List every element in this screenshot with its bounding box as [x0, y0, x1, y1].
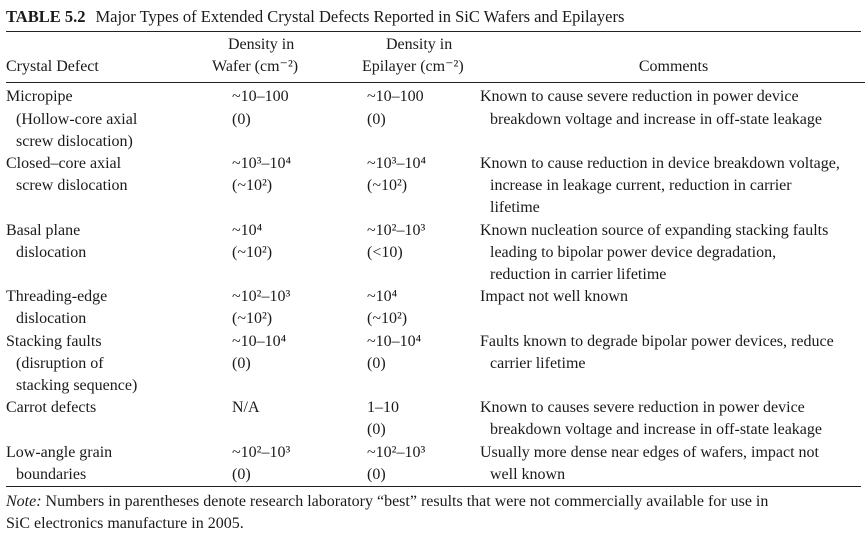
cell-crystal-defect: [6, 286, 206, 330]
cell-comments-line: Usually more dense near edges of wafers, impact not: [480, 443, 819, 461]
cell-wafer-density-line: ~10–100: [232, 88, 289, 106]
cell-epilayer-density-line: ~10³–10⁴: [367, 155, 427, 173]
cell-comments: [480, 83, 865, 153]
cell-crystal-defect-line: Basal plane: [6, 221, 81, 239]
cell-comments-line: Impact not well known: [480, 288, 628, 306]
note-text-continued: SiC electronics manufacture in 2005.: [6, 515, 244, 533]
table-row: [6, 83, 865, 153]
cell-wafer-density-line: N/A: [232, 399, 260, 417]
note-text: Numbers in parentheses denote research laboratory “best” results that were not commercially available for use in: [45, 493, 769, 511]
cell-epilayer-density-line: (0): [367, 465, 386, 483]
table-row: [6, 442, 865, 486]
header-wafer-density: Density in Wafer (cm⁻²): [212, 36, 299, 76]
cell-crystal-defect-line: stacking sequence): [16, 377, 138, 395]
cell-epilayer-density-line: ~10⁴: [367, 288, 398, 306]
cell-wafer-density: [206, 397, 362, 441]
cell-wafer-density-line: (0): [232, 110, 251, 128]
cell-epilayer-density: [362, 331, 480, 398]
cell-comments-line: Known to cause severe reduction in power device: [480, 88, 799, 106]
cell-wafer-density-line: ~10–10⁴: [232, 332, 287, 350]
table-label: TABLE 5.2: [6, 7, 86, 26]
table-row: [6, 331, 865, 398]
cell-epilayer-density: [362, 442, 480, 486]
defects-table: [6, 32, 865, 486]
table-row: [6, 153, 865, 220]
cell-crystal-defect-line: screw dislocation): [16, 132, 133, 150]
cell-crystal-defect: [6, 83, 206, 153]
cell-comments: [480, 331, 865, 398]
cell-comments: [480, 397, 865, 441]
header-crystal-defect: Crystal Defect: [6, 58, 99, 76]
cell-wafer-density: [206, 83, 362, 153]
cell-wafer-density: [206, 331, 362, 398]
cell-crystal-defect-line: dislocation: [16, 310, 87, 328]
cell-epilayer-density: [362, 286, 480, 330]
cell-wafer-density: [206, 286, 362, 330]
cell-epilayer-density-line: ~10–100: [367, 88, 424, 106]
cell-comments: [480, 220, 865, 287]
cell-epilayer-density-line: ~10–10⁴: [367, 332, 422, 350]
header-epilayer-density: Density in Epilayer (cm⁻²): [362, 36, 464, 76]
cell-crystal-defect-line: screw dislocation: [16, 177, 128, 195]
cell-epilayer-density: [362, 397, 480, 441]
cell-epilayer-density-line: ~10²–10³: [367, 221, 426, 239]
cell-crystal-defect-line: Closed–core axial: [6, 155, 122, 173]
cell-crystal-defect: [6, 397, 206, 441]
cell-comments: [480, 153, 865, 220]
cell-epilayer-density-line: (~10²): [367, 310, 408, 328]
cell-crystal-defect: [6, 442, 206, 486]
cell-wafer-density-line: (0): [232, 465, 251, 483]
table-header-row: [6, 32, 865, 82]
table-note: Note: Numbers in parentheses denote research laboratory “best” results that were not commercially available for use in SiC electronics manufacture in 2005.: [6, 493, 769, 533]
cell-wafer-density: [206, 220, 362, 287]
cell-comments-line: leading to bipolar power device degradation,: [490, 243, 777, 261]
cell-comments-line: Faults known to degrade bipolar power devices, reduce: [480, 332, 834, 350]
cell-comments-line: carrier lifetime: [490, 354, 586, 372]
cell-comments-line: reduction in carrier lifetime: [490, 266, 667, 284]
cell-epilayer-density-line: (0): [367, 354, 386, 372]
cell-crystal-defect: [6, 220, 206, 287]
cell-wafer-density-line: ~10²–10³: [232, 443, 291, 461]
cell-crystal-defect-line: Micropipe: [6, 88, 73, 106]
cell-crystal-defect-line: boundaries: [16, 465, 87, 483]
table-row: [6, 220, 865, 287]
cell-crystal-defect-line: Carrot defects: [6, 399, 97, 417]
cell-crystal-defect-line: (disruption of: [16, 354, 104, 372]
cell-comments-line: well known: [490, 465, 566, 483]
table-row: [6, 286, 865, 330]
cell-epilayer-density-line: (<10): [367, 243, 403, 261]
cell-wafer-density: [206, 153, 362, 220]
cell-comments-line: breakdown voltage and increase in off-state leakage: [490, 110, 822, 128]
cell-wafer-density-line: ~10³–10⁴: [232, 155, 292, 173]
cell-comments-line: breakdown voltage and increase in off-state leakage: [490, 421, 822, 439]
cell-wafer-density-line: (~10²): [232, 243, 273, 261]
cell-epilayer-density: [362, 83, 480, 153]
cell-epilayer-density-line: ~10²–10³: [367, 443, 426, 461]
cell-crystal-defect: [6, 331, 206, 398]
cell-wafer-density-line: ~10²–10³: [232, 288, 291, 306]
cell-epilayer-density-line: (~10²): [367, 177, 408, 195]
bottom-rule: [6, 486, 861, 487]
cell-crystal-defect-line: (Hollow-core axial: [16, 110, 138, 128]
header-comments: Comments: [638, 58, 709, 76]
cell-crystal-defect-line: dislocation: [16, 243, 87, 261]
cell-crystal-defect-line: Low-angle grain: [6, 443, 113, 461]
cell-wafer-density-line: (0): [232, 354, 251, 372]
cell-epilayer-density: [362, 153, 480, 220]
cell-crystal-defect-line: Stacking faults: [6, 332, 102, 350]
cell-comments: [480, 286, 865, 330]
cell-comments-line: Known to causes severe reduction in power device: [480, 399, 805, 417]
table-row: [6, 397, 865, 441]
cell-wafer-density-line: (~10²): [232, 310, 273, 328]
cell-epilayer-density-line: 1–10: [367, 399, 399, 417]
cell-wafer-density-line: (~10²): [232, 177, 273, 195]
cell-comments-line: Known to cause reduction in device breakdown voltage,: [480, 155, 840, 173]
cell-crystal-defect-line: Threading-edge: [6, 288, 108, 306]
cell-wafer-density: [206, 442, 362, 486]
cell-epilayer-density-line: (0): [367, 421, 386, 439]
table-caption: [6, 6, 861, 28]
cell-comments: [480, 442, 865, 486]
cell-comments-line: Known nucleation source of expanding stacking faults: [480, 221, 829, 239]
cell-comments-line: increase in leakage current, reduction in carrier: [490, 177, 792, 195]
table-title: Major Types of Extended Crystal Defects Reported in SiC Wafers and Epilayers: [95, 7, 625, 26]
table-body: [6, 83, 865, 486]
cell-crystal-defect: [6, 153, 206, 220]
cell-epilayer-density-line: (0): [367, 110, 386, 128]
cell-epilayer-density: [362, 220, 480, 287]
cell-wafer-density-line: ~10⁴: [232, 221, 263, 239]
cell-comments-line: lifetime: [490, 199, 540, 217]
